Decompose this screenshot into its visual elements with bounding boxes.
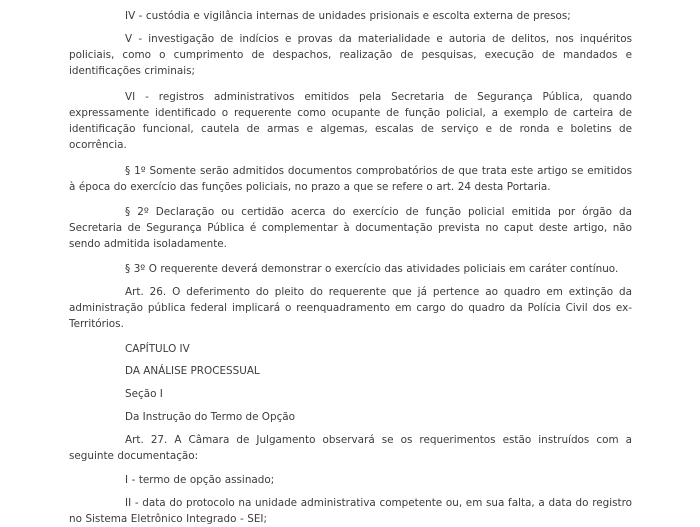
paragrafo-2: § 2º Declaração ou certidão acerca do exercício de função policial emitida por órgão da Secretaria de Segurança Pública é complementar à documentação prevista no caput deste artigo, não sendo admitida isoladamente. bbox=[69, 206, 632, 250]
inciso-vi: VI - registros administrativos emitidos pela Secretaria de Segurança Pública, quando expressamente identificado o requerente como ocupante de função policial, a exemplo de carteira de identificação funcional, cautela de armas e algemas, escalas de serviço e de ronda e boletins de ocorrência. bbox=[69, 91, 632, 151]
inciso-v: V - investigação de indícios e provas da materialidade e autoria de delitos, nos inquéritos policiais, como o cumprimento de despachos, realização de pesquisas, execução de mandados e identificações criminais; bbox=[69, 33, 632, 77]
section-heading: Seção I bbox=[125, 388, 163, 400]
inciso-i: I - termo de opção assinado; bbox=[125, 474, 275, 486]
chapter-title: DA ANÁLISE PROCESSUAL bbox=[125, 365, 260, 377]
artigo-26: Art. 26. O deferimento do pleito do requerente que já pertence ao quadro em extinção da administração pública federal implicará o reenquadramento em cargo do quadro da Polícia Civil dos ex-Territórios. bbox=[69, 286, 632, 330]
paragrafo-3: § 3º O requerente deverá demonstrar o exercício das atividades policiais em caráter contínuo. bbox=[125, 263, 619, 275]
artigo-27: Art. 27. A Câmara de Julgamento observará se os requerimentos estão instruídos com a seguinte documentação: bbox=[69, 434, 632, 462]
section-title: Da Instrução do Termo de Opção bbox=[125, 411, 296, 423]
chapter-heading: CAPÍTULO IV bbox=[125, 343, 190, 355]
paragrafo-1: § 1º Somente serão admitidos documentos comprobatórios de que trata este artigo se emitidos à época do exercício das funções policiais, no prazo a que se refere o art. 24 desta Portaria. bbox=[69, 165, 632, 193]
inciso-ii: II - data do protocolo na unidade administrativa competente ou, em sua falta, a data do registro no Sistema Eletrônico Integrado - SEI; bbox=[69, 497, 632, 525]
inciso-iv: IV - custódia e vigilância internas de unidades prisionais e escolta externa de presos; bbox=[125, 10, 571, 22]
